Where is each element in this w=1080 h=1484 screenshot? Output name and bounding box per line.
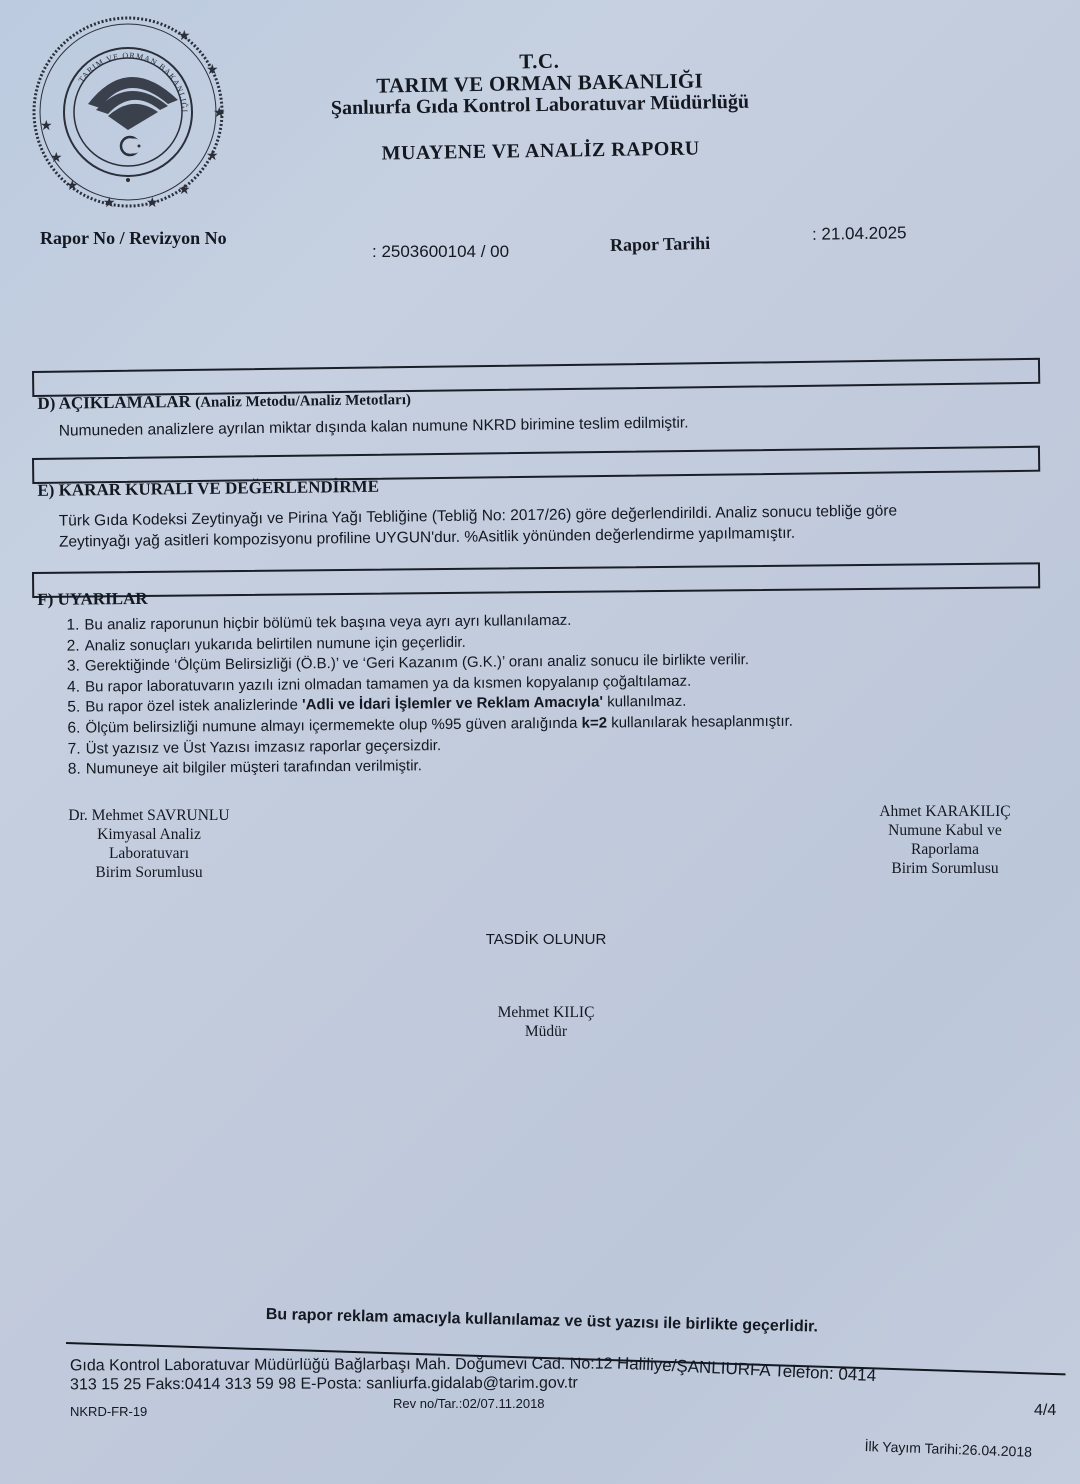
form-code: NKRD-FR-19	[70, 1404, 148, 1419]
svg-text:★: ★	[178, 183, 191, 198]
footer-address	[70, 1353, 877, 1395]
first-publish-date: İlk Yayım Tarihi:26.04.2018	[864, 1438, 1033, 1460]
header-tc: T.C.	[519, 48, 560, 74]
section-d-title: D) AÇIKLAMALAR	[37, 391, 192, 413]
header-lab-name: Şanlıurfa Gıda Kontrol Laboratuvar Müdürlüğü	[330, 90, 750, 120]
section-e-body	[33, 499, 1041, 553]
svg-text:★: ★	[103, 196, 116, 211]
warning-item: 2. Analiz sonuçları yukarıda belirtilen numune için geçerlidir.	[66, 633, 466, 655]
section-f-title: F) UYARILAR	[37, 588, 148, 609]
warning-item: 6. Ölçüm belirsizliği numune almayı içermemekte olup %95 güven aralığında k=2 kullanılarak hesaplanmıştır.	[67, 712, 794, 737]
warning-item: 8. Numuneye ait bilgiler müşteri tarafından verilmiştir.	[67, 757, 422, 778]
section-e-body-line1: Türk Gıda Kodeksi Zeytinyağı ve Pirina Yağı Tebliğine (Tebliğ No: 2017/26) göre değerlendirildi. Analiz sonucu tebliğe göre	[58, 502, 898, 530]
section-e-body-line2: Zeytinyağı yağ asitleri kompozisyonu profiline UYGUN'dur. %Asitlik yönünden değerlendirme yapılmamıştır.	[58, 524, 796, 551]
signature-left: Dr. Mehmet SAVRUNLU Kimyasal Analiz Laboratuvarı Birim Sorumlusu	[54, 806, 244, 882]
revision-info: Rev no/Tar.:02/07.11.2018	[393, 1396, 545, 1411]
header-ministry: TARIM VE ORMAN BAKANLIĞI	[376, 68, 704, 98]
section-e-title: E) KARAR KURALI VE DEĞERLENDİRME	[37, 476, 380, 500]
svg-text:★: ★	[206, 149, 219, 164]
warning-item: 5. Bu rapor özel istek analizlerinde 'Adli ve İdari İşlemler ve Reklam Amacıyla' kullanılmaz.	[67, 693, 687, 717]
svg-text:★: ★	[50, 151, 63, 166]
warnings-list	[32, 606, 1042, 780]
section-f	[32, 562, 1042, 780]
page-number: 4/4	[1034, 1402, 1057, 1419]
svg-text:★: ★	[213, 106, 226, 121]
signature-right-name: Ahmet KARAKILIÇ	[879, 803, 1011, 820]
section-d-subtitle: (Analiz Metodu/Analiz Metotları)	[195, 392, 412, 411]
approval-name: Mehmet KILIÇ	[497, 1004, 595, 1021]
footer-address-line2: 313 15 25 Faks:0414 313 59 98 E-Posta: sanliurfa.gidalab@tarim.gov.tr	[70, 1374, 578, 1394]
section-e	[32, 446, 1041, 553]
ministry-seal-icon	[28, 12, 228, 212]
approval-label: TASDİK OLUNUR	[485, 931, 607, 948]
warning-item: 1. Bu analiz raporunun hiçbir bölümü tek başına veya ayrı ayrı kullanılamaz.	[66, 611, 572, 634]
svg-text:★: ★	[178, 29, 191, 44]
approval-title: Müdür	[524, 1023, 568, 1040]
warning-item: 3. Gerektiğinde ‘Ölçüm Belirsizliği (Ö.B.)’ ve ‘Geri Kazanım (G.K.)’ oranı analiz sonucu ile birlikte verilir.	[66, 651, 750, 675]
footer-note: Bu rapor reklam amacıyla kullanılamaz ve üst yazısı ile birlikte geçerlidir.	[265, 1306, 819, 1336]
footer-address-line1: Gıda Kontrol Laboratuvar Müdürlüğü Bağlarbaşı Mah. Doğumevi Cad. No:12 Haliliye/ŞANLIURFA Telefon: 0414	[69, 1353, 877, 1386]
report-title: MUAYENE VE ANALİZ RAPORU	[381, 137, 700, 165]
report-no-value: : 2503600104 / 00	[372, 242, 510, 261]
svg-text:★: ★	[66, 179, 79, 194]
report-date-value: : 21.04.2025	[811, 223, 907, 244]
approval-signature	[446, 1003, 646, 1041]
svg-text:★: ★	[146, 196, 159, 211]
section-f-header	[32, 562, 1040, 609]
section-d-header	[32, 358, 1040, 413]
document-header	[289, 46, 791, 167]
report-no-label: Rapor No / Revizyon No	[40, 228, 227, 248]
section-d-body: Numuneden analizlere ayrılan miktar dışında kalan numune NKRD birimine teslim edilmiştir.	[58, 414, 689, 440]
warning-item: 7. Üst yazısız ve Üst Yazısı imzasız raporlar geçersizdir.	[67, 736, 442, 758]
report-date-label: Rapor Tarihi	[609, 232, 711, 256]
svg-text:★: ★	[206, 63, 219, 78]
warning-item: 4. Bu rapor laboratuvarın yazılı izni olmadan tamamen ya da kısmen kopyalanıp çoğaltılamaz.	[67, 672, 692, 696]
signature-right: Ahmet KARAKILIÇ Numune Kabul ve Raporlama Birim Sorumlusu	[862, 802, 1028, 878]
section-e-header	[32, 446, 1040, 500]
svg-text:★: ★	[40, 119, 53, 134]
svg-text:TARIM VE ORMAN BAKANLIĞI: TARIM VE ORMAN BAKANLIĞI	[76, 50, 190, 114]
signature-left-name: Dr. Mehmet SAVRUNLU	[68, 807, 230, 824]
section-d	[32, 358, 1041, 442]
